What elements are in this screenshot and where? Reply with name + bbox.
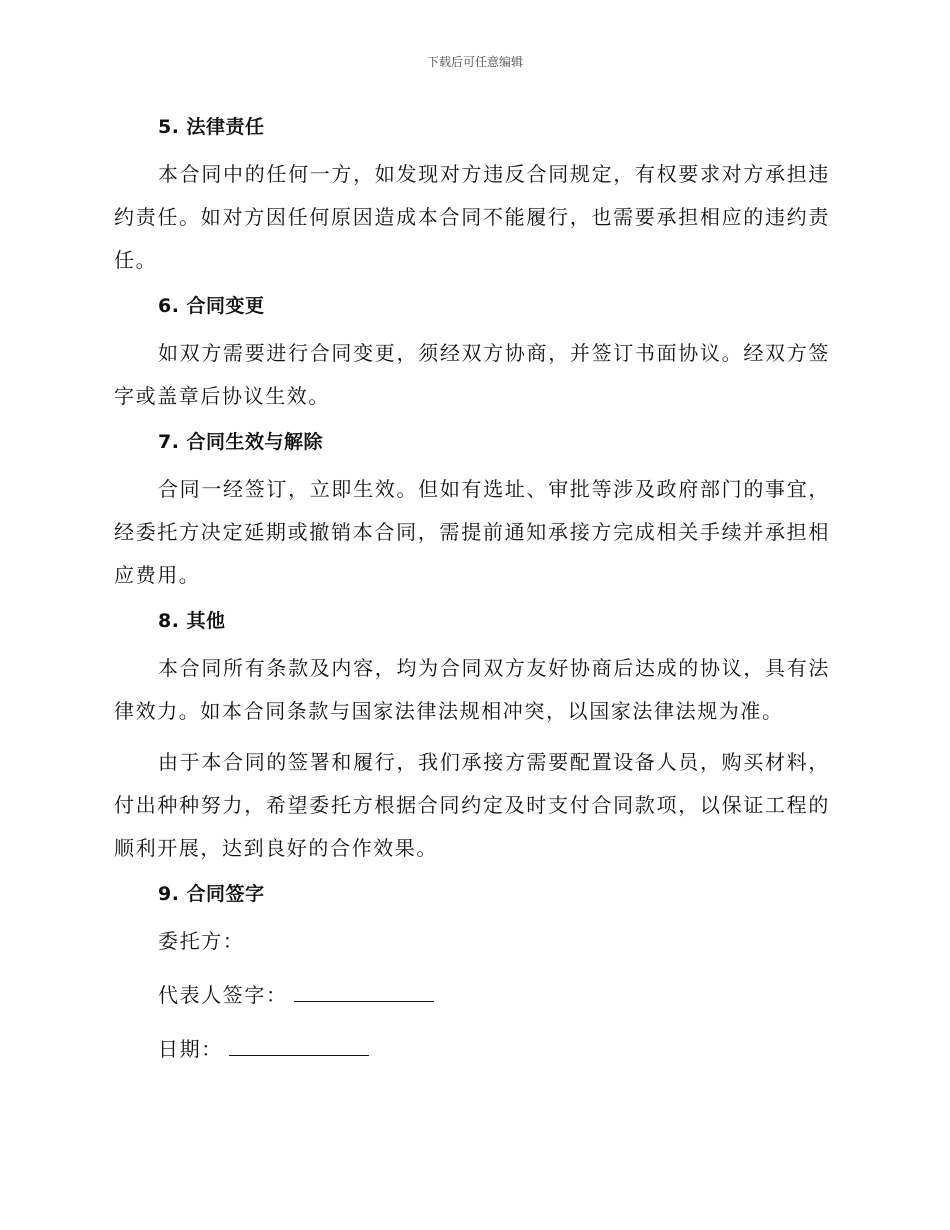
section-heading: 7. 合同生效与解除 bbox=[158, 431, 324, 453]
section-paragraph: 由于本合同的签署和履行，我们承接方需要配置设备人员，购买材料，付出种种努力，希望委托方根据合同约定及时支付合同款项，以保证工程的顺利开展，达到良好的合作效果。 bbox=[114, 750, 830, 860]
signature-representative-row bbox=[158, 973, 830, 1017]
section-9 bbox=[114, 878, 830, 1071]
section-heading: 8. 其他 bbox=[158, 610, 226, 632]
signature-date-row bbox=[158, 1027, 830, 1071]
date-label: 日期： bbox=[158, 1037, 223, 1061]
representative-label: 代表人签字： bbox=[158, 983, 288, 1007]
section-5 bbox=[114, 111, 830, 282]
section-paragraph: 合同一经签订，立即生效。但如有选址、审批等涉及政府部门的事宜，经委托方决定延期或撤销本合同，需提前通知承接方完成相关手续并承担相应费用。 bbox=[114, 477, 830, 587]
date-blank bbox=[229, 1027, 369, 1056]
signature-party-label: 委托方： bbox=[158, 929, 245, 953]
section-heading: 6. 合同变更 bbox=[158, 295, 265, 317]
page-header-note: 下载后可任意编辑 bbox=[426, 55, 523, 69]
section-7 bbox=[114, 426, 830, 597]
section-paragraph: 本合同中的任何一方，如发现对方违反合同规定，有权要求对方承担违约责任。如对方因任何原因造成本合同不能履行，也需要承担相应的违约责任。 bbox=[114, 162, 830, 272]
section-paragraph: 本合同所有条款及内容，均为合同双方友好协商后达成的协议，具有法律效力。如本合同条款与国家法律法规相冲突，以国家法律法规为准。 bbox=[114, 656, 830, 723]
document-body bbox=[114, 111, 830, 1081]
section-6 bbox=[114, 290, 830, 418]
section-heading: 5. 法律责任 bbox=[158, 116, 265, 138]
section-paragraph: 如双方需要进行合同变更，须经双方协商，并签订书面协议。经双方签字或盖章后协议生效。 bbox=[114, 341, 830, 408]
representative-signature-blank bbox=[294, 973, 434, 1002]
section-8 bbox=[114, 605, 830, 870]
section-heading: 9. 合同签字 bbox=[158, 883, 265, 905]
